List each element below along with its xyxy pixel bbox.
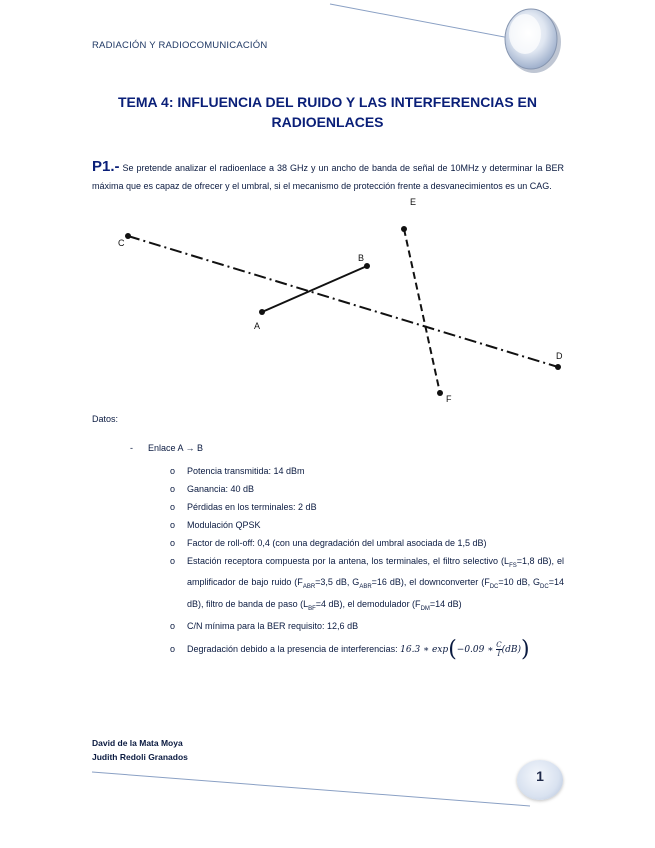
- formula-exp: 16.3 ∗ exp: [400, 644, 449, 655]
- label-b: B: [358, 253, 365, 263]
- receiver-part: =14 dB): [429, 598, 462, 609]
- problem-label: P1.-: [92, 158, 120, 175]
- bullet-icon: o: [170, 643, 176, 654]
- receiver-part: =4 dB), el demodulador (F: [315, 598, 421, 609]
- point-a: [259, 309, 265, 315]
- receiver-part: Estación receptora compuesta por la antena, los terminales, el filtro selectivo (L: [187, 556, 510, 566]
- cn-text: C/N mínima para la BER requisito: 12,6 dB: [187, 621, 359, 632]
- label-d: D: [556, 351, 563, 361]
- receiver-part: =16 dB), el downconverter (F: [371, 577, 490, 588]
- formula-paren-close: ): [520, 636, 530, 662]
- bullet-icon: o: [170, 520, 176, 530]
- point-f: [437, 390, 443, 396]
- author-1: David de la Mata Moya: [92, 738, 183, 748]
- list-item: [170, 535, 564, 552]
- receiver-text: [187, 556, 564, 612]
- title-line-2: RADIOENLACES: [271, 114, 384, 130]
- point-b: [364, 263, 370, 269]
- losses-text: Pérdidas en los terminales: 2 dB: [187, 502, 317, 512]
- rolloff-text: Factor de roll-off: 0,4 (con una degradación del umbral asociada de 1,5 dB): [187, 538, 487, 548]
- label-f: F: [446, 394, 452, 404]
- bullet-icon: o: [170, 556, 176, 566]
- bullet-icon: o: [170, 466, 176, 476]
- receiver-sub: BF: [308, 605, 316, 612]
- bullet-icon: o: [170, 621, 176, 632]
- list-item: [170, 636, 564, 662]
- list-item: [170, 463, 564, 480]
- receiver-sub: FS: [509, 562, 517, 569]
- receiver-part: =14 dB), filtro de banda de paso (L: [187, 577, 564, 609]
- receiver-sub: DC: [540, 584, 549, 591]
- bullet-icon: o: [170, 502, 176, 512]
- running-header: RADIACIÓN Y RADIOCOMUNICACIÓN: [92, 40, 268, 51]
- problem-text: Se pretende analizar el radioenlace a 38 GHz y un ancho de banda de señal de 10MHz y determinar la BER máxima que es capaz de ofrecer y el umbral, si el mecanismo de protección frente a desvanecimientos es un CAG.: [92, 163, 564, 191]
- receiver-part: =1,8 dB), el amplificador de bajo ruido (F: [187, 556, 564, 588]
- formula-coefficient: −0.09 ∗: [456, 644, 494, 655]
- fraction-denominator: I: [497, 649, 501, 658]
- author-2: Judith Redoli Granados: [92, 752, 188, 762]
- data-heading: Datos:: [92, 414, 119, 424]
- bullet-icon: o: [170, 484, 176, 494]
- bullet-icon: o: [170, 538, 176, 548]
- point-e: [401, 226, 407, 232]
- receiver-sub: ABR: [359, 584, 372, 591]
- power-text: Potencia transmitida: 14 dBm: [187, 466, 305, 476]
- receiver-sub: DM: [420, 605, 430, 612]
- receiver-sub: ABR: [302, 584, 316, 591]
- line-c-d: [128, 236, 558, 367]
- receiver-part: =10 dB, G: [498, 577, 541, 588]
- line-a-b: [262, 266, 367, 312]
- dash-bullet: -: [130, 443, 133, 453]
- label-c: C: [118, 238, 125, 248]
- point-c: [125, 233, 131, 239]
- list-item: [170, 618, 564, 635]
- degradation-text: Degradación debido a la presencia de interferencias:: [187, 643, 401, 654]
- degradation-formula: [400, 636, 530, 662]
- link-label: Enlace A → B: [148, 443, 204, 453]
- data-list: [170, 463, 564, 661]
- fraction-numerator: C: [496, 640, 502, 649]
- formula-unit: (dB): [501, 644, 521, 655]
- page-number: 1: [536, 768, 544, 784]
- line-e-f: [404, 229, 440, 393]
- formula-paren-open: (: [448, 636, 457, 662]
- point-d: [555, 364, 561, 370]
- label-e: E: [410, 197, 417, 207]
- list-item: [170, 499, 564, 516]
- title-line-1: TEMA 4: INFLUENCIA DEL RUIDO Y LAS INTERFERENCIAS EN: [118, 94, 537, 110]
- label-a: A: [254, 321, 261, 331]
- receiver-part: =3,5 dB, G: [315, 577, 360, 588]
- modulation-text: Modulación QPSK: [187, 520, 261, 530]
- list-item: [170, 553, 564, 617]
- list-item: [170, 517, 564, 534]
- authors: [92, 736, 188, 764]
- receiver-sub: DC: [489, 584, 499, 591]
- gain-text: Ganancia: 40 dB: [187, 484, 255, 494]
- list-item: [170, 481, 564, 498]
- link-heading: [130, 443, 203, 453]
